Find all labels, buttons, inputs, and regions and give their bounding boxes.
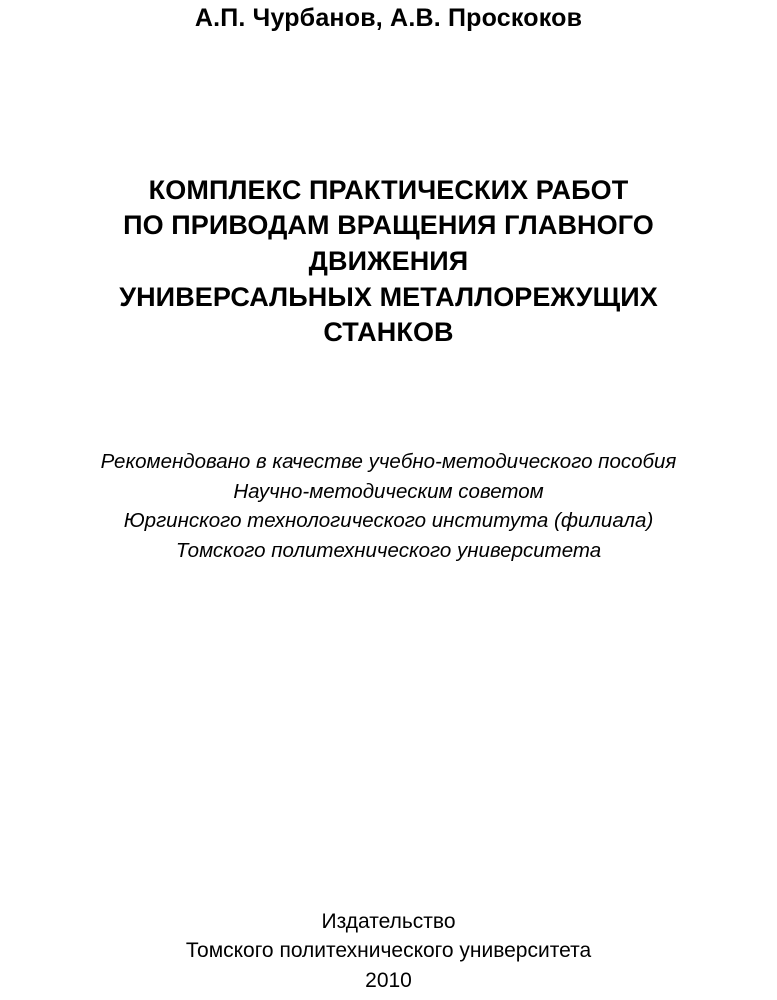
- book-title-line-1: КОМПЛЕКС ПРАКТИЧЕСКИХ РАБОТ: [148, 174, 629, 205]
- publisher-imprint: [0, 907, 777, 996]
- book-title-line-2: ПО ПРИВОДАМ ВРАЩЕНИЯ ГЛАВНОГО: [123, 210, 654, 241]
- authors-line: А.П. Чурбанов, А.В. Проскоков: [194, 4, 583, 32]
- recommendation-line-2: Научно-методическим советом: [233, 479, 544, 503]
- book-title-line-4: УНИВЕРСАЛЬНЫХ МЕТАЛЛОРЕЖУЩИХ: [119, 281, 658, 312]
- book-title-line-3: ДВИЖЕНИЯ: [308, 246, 469, 276]
- publisher-name: Томского политехнического университета: [185, 939, 592, 963]
- book-title-line-5: СТАНКОВ: [323, 317, 454, 348]
- recommendation-note: [19, 447, 759, 566]
- recommendation-line-3: Юргинского технологического института (филиала): [123, 509, 654, 533]
- book-title: [19, 173, 759, 351]
- publisher-label: Издательство: [321, 909, 456, 933]
- recommendation-line-1: Рекомендовано в качестве учебно-методического пособия: [100, 449, 677, 473]
- recommendation-line-4: Томского политехнического университета: [175, 539, 602, 563]
- publication-year: 2010: [365, 969, 412, 993]
